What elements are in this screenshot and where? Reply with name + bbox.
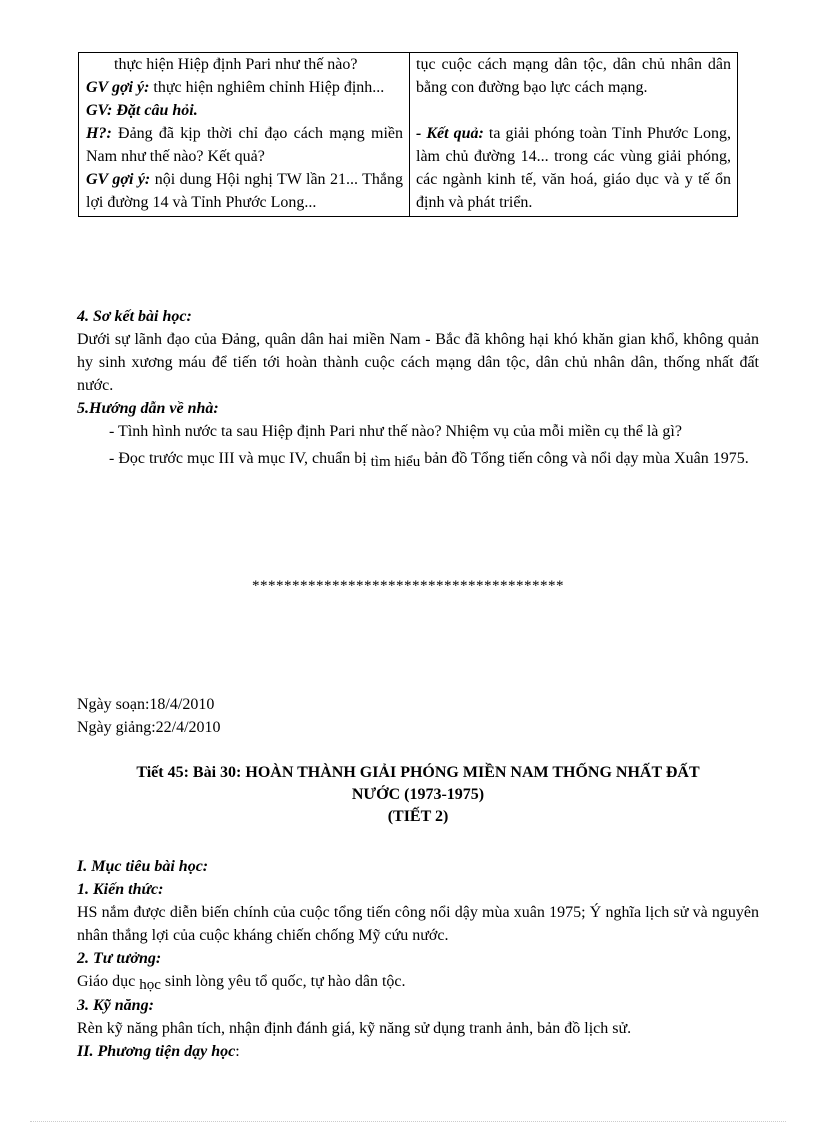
homework-inline-small: tìm hiểu	[370, 454, 421, 470]
section-heading: 5.Hướng dẫn về nhà:	[77, 400, 219, 417]
content-paragraph: tục cuộc cách mạng dân tộc, dân chủ nhân dân bằng con đường bạo lực cách mạng.	[416, 56, 731, 96]
question-item	[86, 122, 403, 168]
question-text: Đảng đã kịp thời chỉ đạo cách mạng miền Nam như thế nào? Kết quả?	[86, 125, 403, 165]
homework-text: - Đọc trước mục III và mục IV, chuẩn bị	[109, 450, 371, 467]
teacher-prompt	[86, 99, 403, 122]
teacher-prompt-label: GV: Đặt câu hỏi.	[86, 102, 198, 119]
attitude-text	[77, 970, 759, 994]
teacher-hint-label: GV gợi ý:	[86, 79, 150, 96]
subsection-heading: 3. Kỹ năng:	[77, 997, 154, 1014]
separator-line: ***************************************	[252, 578, 564, 594]
materials-heading-colon: :	[235, 1043, 240, 1060]
subsection-heading: 2. Tư tưởng:	[77, 950, 162, 967]
materials-heading	[77, 1040, 759, 1063]
result-paragraph	[416, 122, 731, 214]
teacher-hint-text: nội dung Hội nghị TW lần 21... Thắng lợi đường 14 và Tỉnh Phước Long...	[86, 171, 403, 211]
homework-text: bản đồ Tổng tiến công và nổi dạy mùa Xuân 1975.	[420, 450, 749, 467]
attitude-text-part: Giáo dục	[77, 973, 140, 990]
homework-item: - Tình hình nước ta sau Hiệp định Pari như thế nào? Nhiệm vụ của mỗi miền cụ thể là gì?	[109, 423, 682, 440]
attitude-text-part: sinh lòng yêu tổ quốc, tự hào dân tộc.	[160, 973, 406, 990]
page-bottom-divider	[30, 1121, 786, 1122]
summary-text: Dưới sự lãnh đạo của Đảng, quân dân hai miền Nam - Bắc đã không hại khó khăn gian khổ, không quản hy sinh xương máu để tiến tới hoàn thành cuộc cách mạng dân tộc, dân chủ nhân dân, thống nhất đất nước.	[77, 331, 759, 394]
lesson-title	[77, 762, 759, 828]
materials-heading-text: II. Phương tiện dạy học	[77, 1043, 236, 1060]
lesson-title-line: NƯỚC (1973-1975)	[351, 786, 485, 803]
teacher-hint-1	[86, 76, 403, 99]
table-row	[79, 53, 738, 217]
question-label: H?:	[86, 125, 112, 142]
skills-text: Rèn kỹ năng phân tích, nhận định đánh giá, kỹ năng sử dụng tranh ảnh, bản đồ lịch sử.	[77, 1020, 632, 1037]
homework-item	[77, 447, 759, 471]
section-heading: I. Mục tiêu bài học:	[77, 858, 209, 875]
result-label: - Kết quả:	[416, 125, 484, 142]
section-heading: 4. Sơ kết bài học:	[77, 308, 192, 325]
objectives-section	[77, 855, 759, 1063]
content-cell	[410, 53, 738, 217]
lesson-title-line: (TIẾT 2)	[387, 808, 449, 825]
attitude-inline-small: học	[139, 977, 161, 993]
teacher-hint-label: GV gợi ý:	[86, 171, 151, 188]
lesson-summary-section	[77, 305, 759, 471]
teacher-activity-cell	[79, 53, 410, 217]
dates-block	[77, 693, 759, 739]
lesson-title-line: Tiết 45: Bài 30: HOÀN THÀNH GIẢI PHÓNG MIỀN NAM THỐNG NHẤT ĐẤT	[136, 764, 700, 781]
teach-date: Ngày giảng:22/4/2010	[77, 719, 221, 736]
knowledge-text: HS nắm được diễn biến chính của cuộc tổng tiến công nổi dậy mùa xuân 1975; Ý nghĩa lịch sử và nguyên nhân thắng lợi của cuộc kháng chiến chống Mỹ cứu nước.	[77, 904, 759, 944]
question-continuation: thực hiện Hiệp định Pari như thế nào?	[114, 56, 358, 73]
teacher-hint-text: thực hiện nghiêm chỉnh Hiệp định...	[149, 79, 385, 96]
result-text: ta giải phóng toàn Tỉnh Phước Long, làm chủ đường 14... trong các vùng giải phóng, các ngành kinh tế, văn hoá, giáo dục và y tế ổn định và phát triển.	[416, 125, 731, 211]
subsection-heading: 1. Kiến thức:	[77, 881, 164, 898]
lesson-table	[78, 52, 738, 217]
prep-date: Ngày soạn:18/4/2010	[77, 696, 215, 713]
teacher-hint-2	[86, 168, 403, 214]
